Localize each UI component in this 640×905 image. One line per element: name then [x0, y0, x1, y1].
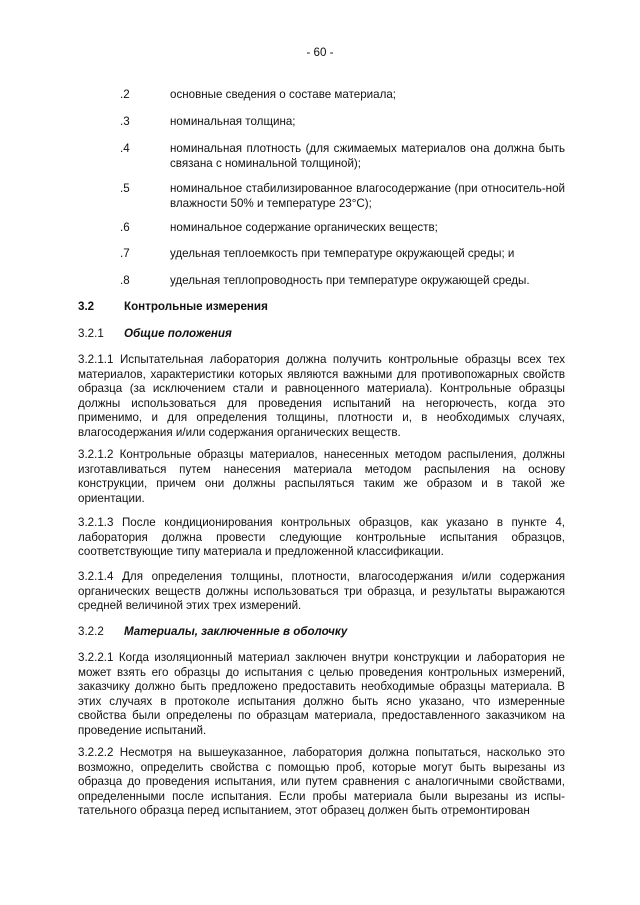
paragraph: 3.2.1.4 Для определения толщины, плотности, влагосодержания и/или содержания органических веществ должны использоваться три образца, и результаты выражаются средней величиной этих трех измерений.	[78, 570, 565, 613]
paragraph: 3.2.1.3 После кондиционирования контрольных образцов, как указано в пункте 4, лаборатория должна провести следующие контрольные испытания образцов, соответствующие типу материала и предложенной классификации.	[78, 516, 565, 559]
section-number: 3.2	[78, 300, 95, 313]
page-number: - 60 -	[306, 46, 334, 59]
paragraph: 3.2.2.1 Когда изоляционный материал заключен внутри конструкции и лаборатория не может взять его образцы до испытания с целью проведения контрольных измерений, заказчику должно быть предложено предоставить необходимые образцы материала. В этих случаях в протоколе испытания должно быть ясно указано, что измеренные свойства были определены по образцам материала, предоставленного заказчиком на проведение испытаний.	[78, 651, 565, 737]
list-item-number: .5	[120, 182, 130, 195]
list-item-number: .4	[120, 142, 130, 155]
list-item-text: удельная теплоемкость при температуре окружающей среды; и	[170, 247, 515, 260]
list-item-number: .3	[120, 115, 130, 128]
list-item-number: .2	[120, 88, 130, 101]
section-title: Материалы, заключенные в оболочку	[124, 625, 348, 638]
list-item-text: номинальная плотность (для сжимаемых материалов она должна быть связана с номинальной толщиной);	[170, 142, 565, 170]
paragraph: 3.2.1.2 Контрольные образцы материалов, нанесенных методом распыления, должны изготавливаться путем нанесения материала методом распыления на основу конструкции, причем они должны распыляться таким же образом и в такой же ориентации.	[78, 448, 565, 505]
section-number: 3.2.1	[78, 327, 104, 340]
list-item-text: номинальная толщина;	[170, 115, 296, 128]
list-item-text: основные сведения о составе материала;	[170, 88, 397, 101]
section-title: Общие положения	[124, 327, 232, 340]
list-item-text: удельная теплопроводность при температуре окружающей среды.	[170, 274, 530, 287]
list-item-number: .6	[120, 221, 130, 234]
section-number: 3.2.2	[78, 625, 104, 638]
list-item-number: .8	[120, 274, 130, 287]
list-item-text: номинальное стабилизированное влагосодержание (при относитель-ной влажности 50% и температуре 23°C);	[170, 182, 565, 210]
list-item-number: .7	[120, 247, 130, 260]
section-title: Контрольные измерения	[124, 300, 268, 313]
paragraph: 3.2.1.1 Испытательная лаборатория должна получить контрольные образцы всех тех материалов, характеристики которых являются важными для противопожарных свойств образца (за исключением стали и равноценного материала). Контрольные образцы должны использоваться для проведения испытаний на негорючесть, когда это применимо, и для определения толщины, плотности и, в необходимых случаях, влагосодержания и/или содержания органических веществ.	[78, 353, 565, 439]
list-item-text: номинальное содержание органических веществ;	[170, 221, 438, 234]
paragraph: 3.2.2.2 Несмотря на вышеуказанное, лаборатория должна попытаться, насколько это возможно, определить свойства с помощью проб, которые могут быть вырезаны из образца до проведения испытания, или путем сравнения с аналогичными свойствами, определенными после испытания. Если пробы материала были вырезаны из испы-тательного образца перед испытанием, этот образец должен быть отремонтирован	[78, 746, 565, 818]
